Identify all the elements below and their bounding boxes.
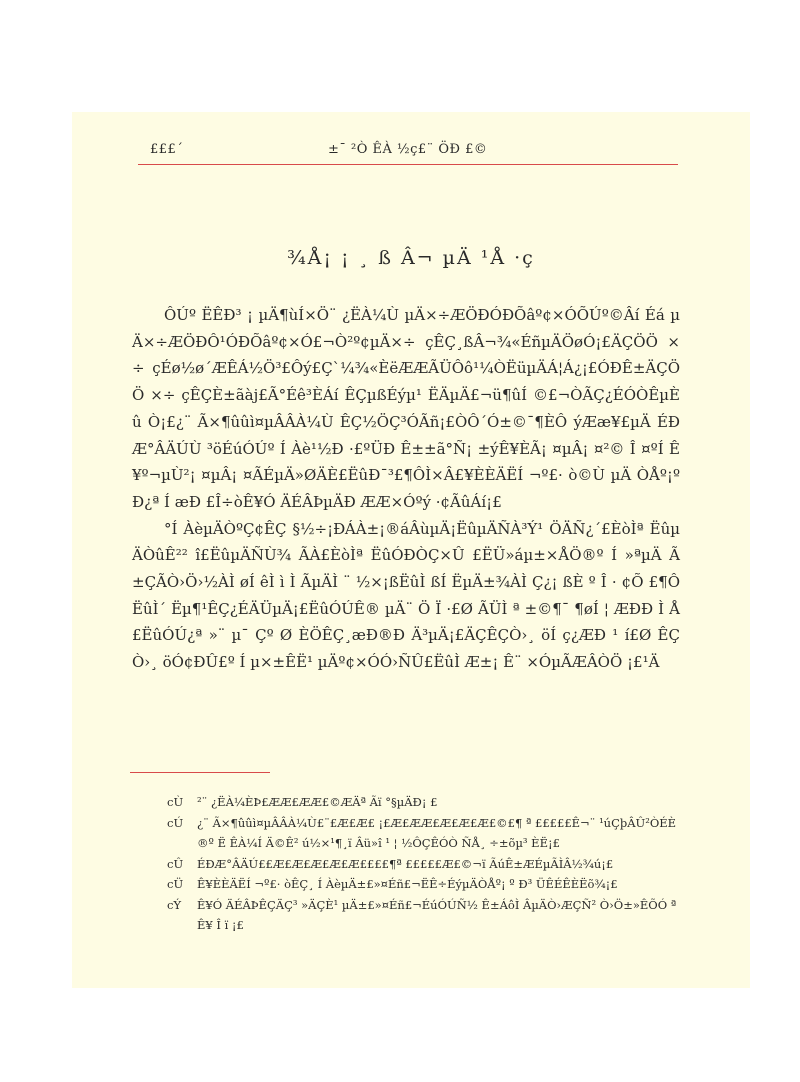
footnote-marker: cÚ <box>167 815 184 830</box>
footnote-text: ²¨ ¿ËÀ¼ÈÞ£ÆÆ£ÆÆ£©ÆÄª Ãï °§µÄÐ¡ £ <box>197 795 438 809</box>
page-number: £££´ <box>150 142 184 157</box>
footnote-marker: cÙ <box>167 795 184 809</box>
footnote <box>167 792 683 813</box>
paragraph: °Í ÀèµÄÒºÇ¢ÊÇ §½÷¡ÐÁÀ±¡®áÂùµÄ¡ËûµÄÑÀ³Ý¹ ÖÄÑ¿´£ÈòÌª ËûµÄÒûÊ²² î£ËûµÄÑÙ¾ ÃÀ£ÈòÌª ËûÓÐÒÇ×Û £ËÜ»áµ±×ÅÖ®º Í »ªµÄ Ã±ÇÃÒ›Ö›½ÀÌ øÍ êÌ ì Ì ÃµÄÌ ¨ ½×¡ßËûÌ ßÍ ËµÄ±¾ÀÌ Ç¿¡ ßÈ º Î · ¢Õ £¶ÔËûÌ´ Ëµ¶¹ÊÇ¿ÉÄÜµÄ¡£ËûÓÚÊ® µÄ¨ Ö Ï ·£Ø ÃÜÌ ª ±©¶¯ ¶øÍ ¦ ÆÐÐ Ì Å£ËûÓÚ¿ª »¨ µ¯ Çº Ø ÈÖÊÇ¸æÐ®Ð Ä³µÄ¡£ÄÇÊÇÒ›¸ öÍ ç¿ÆÐ ¹ í£Ø ÊÇÒ›¸ öÓ¢ÐÛ£º Í µ×±ÊË¹ µÄº¢×ÓÓ›ÑÛ£ËûÌ Æ±¡ Ê¨ ×ÓµÃÆÂÒÖ ¡£¹Ä <box>132 519 680 672</box>
footnote-divider <box>130 772 270 773</box>
body-text <box>132 302 680 676</box>
page-header <box>150 136 680 164</box>
section-title: ¾Å¡ ¡ ¸ ß Â¬ µÄ ¹Å ·ç <box>287 247 535 269</box>
footnote <box>167 854 683 875</box>
footnote-text: Ê¥Ó ÄÉÂÞÊÇÄÇ³ »ÄÇÈ¹ µÄ±£»¤Éñ£¬ÉúÓÚÑ½ Ê±ÁôÌ ÂµÄÒ›ÆÇÑ² Ò›Ö±»ÊÕÓ ª Ê¥ Î ï ¡£ <box>197 897 677 932</box>
footnote-text: Ê¥ÈÈÄËÍ ¬º£· òÊÇ¸ Í ÀèµÄ±£»¤Éñ£¬ËÊ÷ÉýµÄÒÅº¡ º Ð³ ÜÊÉÊÈËõ¾¡£ <box>197 877 618 891</box>
running-title: ±¯ ²Ò ÊÀ ½ç£¨ ÖÐ £© <box>328 142 488 157</box>
footnote <box>167 874 683 895</box>
footnote-marker: cÜ <box>167 877 184 891</box>
footnotes <box>167 792 683 936</box>
document-page <box>72 112 750 988</box>
footnote <box>167 895 683 936</box>
header-divider <box>138 164 678 165</box>
footnote-marker: cÝ <box>167 897 182 912</box>
footnote <box>167 813 683 854</box>
footnote-text: ¿¨ Ã×¶ûûì¤µÂÂÀ¼Ù£¨£Æ£Æ£ ¡£Æ£ÆÆ£Æ£Æ£Æ£©£¶ ª £££££Ê¬¨ ¹úÇþÂÛ²ÒÉÈ®º Ë ÊÀ¼Í Ä©Ê² ú½×¹¶¸ï Âü»î ¹ ¦ ½ÔÇÊÓÒ ÑÅ¸ ÷±õµ³ ÈË¡£ <box>197 815 677 850</box>
footnote-marker: cÛ <box>167 856 184 871</box>
footnote-text: ÉÐÆ°ÂÄÚ££Æ£Æ£Æ£Æ£Æ££££¶ª £££££Æ£©¬ï ÃúÊ±ÆÉµÃÌÂ½¾ú¡£ <box>197 856 614 871</box>
paragraph: ÔÚº ËÊÐ³ ¡ µÄ¶ùÍ×Ö¨ ¿ËÀ¼Ù µÄ×÷ÆÖÐÓÐÕâº¢×ÓÕÚº©Âí Éá µÄ×÷ÆÖÐÔ¹ÓÐÕâº¢×Ó£¬Ò²º¢µÄ×÷ çÊÇ¸ßÂ¬¾«ÉñµÄÖøÓ¡£ÄÇÖÖ ×÷ çÉø½ø´ÆÊÁ½Ö³£Ôý£Ç`¼¾«ÈëÆÆÃÜÔô¹¼ÒËüµÄÁ¦Á¿¡£ÓÐÊ±ÄÇÖÖ ×÷ çÊÇÈ±ãàj£Ã°Éê³ÈÁí ÊÇµßÉýµ¹ ËÄµÄ£¬ü¶ûÍ ©£¬ÒÃÇ¿ÉÓÒÊµÈû Ò¡£¿¨ Ã×¶ûûì¤µÂÂÀ¼Ù ÊÇ½ÖÇ³ÓÃñ¡£ÒÔ´Ó±©¯¶ÈÔ ýÆæ¥£µÄ ÉÐÆ°ÂÄÚÙ ³öÉúÓÚº Í Àè¹½Ð ·£ºÜÐ Ê±±ã°Ñ¡ ±ýÊ¥ÈÃ¡ ¤µÂ¡ ¤²© Î ¤ºÍ Ê¥º¬µÙ²¡ ¤µÂ¡ ¤ÃÉµÄ»ØÄÈ£ËûÐ¯³£¶ÔÌ×Â£¥ÈÈÄËÍ ¬º£· ò©Ù µÄ ÒÅº¡ºÐ¿ª Í æÐ £Î÷òÊ¥Ó ÄÉÂÞµÄÐ ÆÆ×Óºý ·¢ÃûÁí¡£ <box>132 306 680 511</box>
